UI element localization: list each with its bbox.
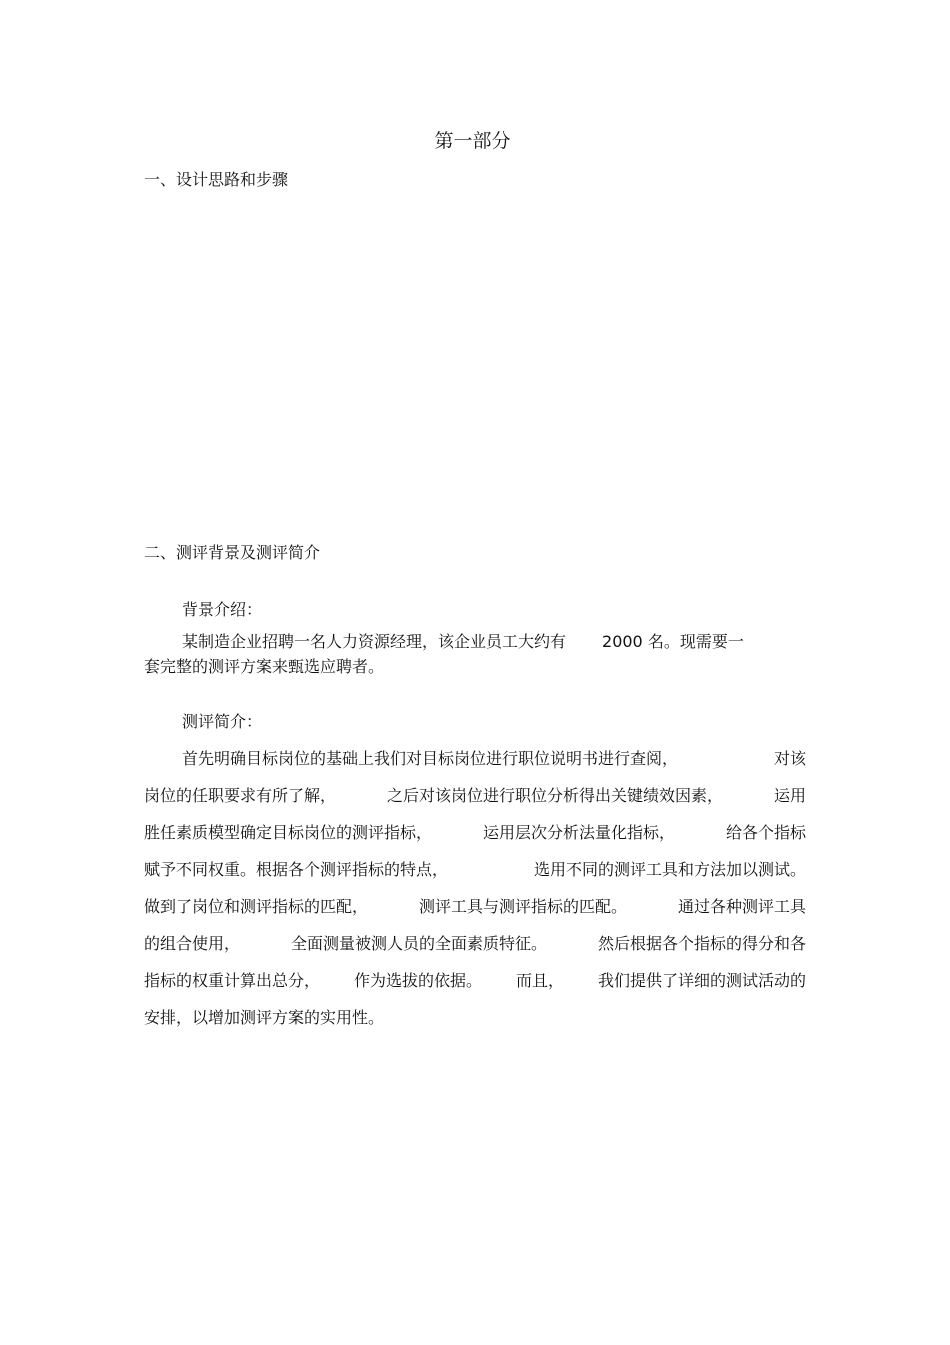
intro-line-8-seg-1: 安排，以增加测评方案的实用性。 [144,1008,385,1027]
background-label: 背景介绍： [182,600,263,619]
intro-line-3-seg-2: 运用层次分析法量化指标， [482,823,675,842]
intro-label: 测评简介： [182,712,263,731]
intro-line-5 [144,895,806,919]
intro-line-6 [144,932,806,956]
intro-line-4-seg-1: 赋予不同权重。根据各个测评指标的特点， [144,860,449,879]
intro-line-3-seg-3: 给各个指标 [725,823,806,842]
intro-line-6-seg-3: 然后根据各个指标的得分和各 [597,934,806,953]
intro-line-2-seg-1: 岗位的任职要求有所了解， [144,786,337,805]
intro-line-1 [144,747,806,771]
intro-line-7 [144,969,806,993]
section-heading-design: 一、设计思路和步骤 [144,170,289,189]
background-line-1 [182,630,744,654]
intro-line-8 [144,1006,806,1030]
intro-line-3 [144,821,806,845]
intro-line-2 [144,784,806,808]
intro-line-1-seg-2: 对该 [773,749,806,768]
intro-line-6-seg-1: 的组合使用， [144,934,241,953]
intro-line-2-seg-3: 运用 [773,786,806,805]
background-line-1-count: 2000 名。现需要一 [602,632,744,651]
intro-line-4 [144,858,806,882]
intro-line-7-seg-4: 我们提供了详细的测试活动的 [597,971,806,990]
intro-line-4-seg-2: 选用不同的测评工具和方法加以测试。 [533,860,806,879]
intro-line-1-seg-1: 首先明确目标岗位的基础上我们对目标岗位进行职位说明书进行查阅， [182,749,679,768]
intro-line-2-seg-2: 之后对该岗位进行职位分析得出关键绩效因素， [386,786,723,805]
part-title: 第一部分 [434,130,511,152]
intro-line-5-seg-1: 做到了岗位和测评指标的匹配， [144,897,369,916]
intro-line-3-seg-1: 胜任素质模型确定目标岗位的测评指标， [144,823,433,842]
intro-line-6-seg-2: 全面测量被测人员的全面素质特征。 [290,934,547,953]
section-heading-background: 二、测评背景及测评简介 [144,543,321,562]
intro-line-7-seg-1: 指标的权重计算出总分， [144,971,321,990]
intro-line-7-seg-2: 作为选拔的依据。 [353,971,482,990]
background-line-2: 套完整的测评方案来甄选应聘者。 [144,657,385,676]
background-line-1-text: 某制造企业招聘一名人力资源经理，该企业员工大约有 [182,632,567,651]
intro-line-7-seg-3: 而且， [515,971,564,990]
intro-line-5-seg-2: 测评工具与测评指标的匹配。 [418,897,627,916]
intro-line-5-seg-3: 通过各种测评工具 [677,897,806,916]
